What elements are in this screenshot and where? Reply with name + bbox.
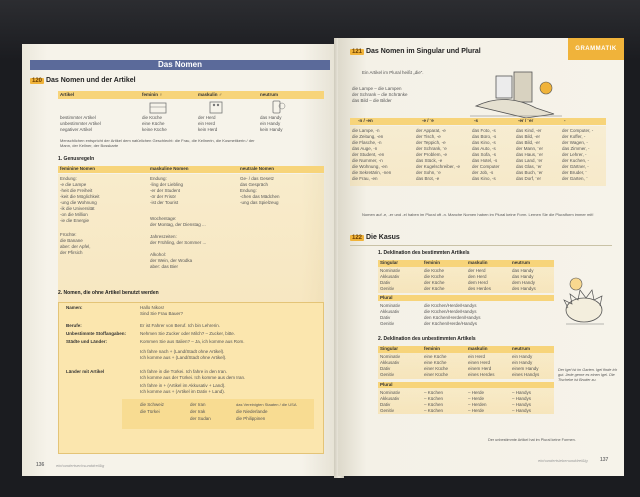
- plural-header-3: -er / ¨er: [518, 118, 534, 123]
- k2p-r3-c1: – Küchen: [424, 408, 444, 413]
- plural-c4-0: das Kind, -er: [516, 128, 542, 133]
- genus-col2-10: der Wein, der Wodka: [150, 258, 193, 263]
- k2-r0-c2: ein Herd: [468, 354, 486, 359]
- plural-c5-7: der Bruder, ¨: [562, 170, 588, 175]
- k2p-r0-c2: – Herde: [468, 390, 485, 395]
- article-row-2-neut: kein Handy: [260, 127, 283, 132]
- k2p-r0-c1: – Küchen: [424, 390, 444, 395]
- section-heading-121: [350, 48, 481, 55]
- k2-r2-c0: Dativ: [380, 366, 391, 371]
- plural-c4-7: das Buch, ¨er: [516, 170, 543, 175]
- plural-c5-2: der Wagen, -: [562, 140, 588, 145]
- genus-col1-9: die Banane: [60, 238, 83, 243]
- article-row-1-mask: ein Herd: [198, 121, 216, 126]
- country-8: die Philippinen: [236, 416, 266, 421]
- article-row-2-label: negativer Artikel: [60, 127, 93, 132]
- plural-c5-0: der Computer, -: [562, 128, 594, 133]
- label-cities: Städte und Länder:: [66, 339, 108, 344]
- label-countries-with-article: Länder mit Artikel: [66, 369, 105, 374]
- plural-c3-5: das Hotel, -s: [472, 158, 498, 163]
- plural-c3-2: das Kino, -s: [472, 140, 496, 145]
- plural-c2-3: der Schrank, ¨e: [416, 146, 447, 151]
- example-8: Ich komme aus der Türkei. Ich komme aus dem Iran.: [140, 375, 246, 380]
- plural-c4-3: der Mann, ¨er: [516, 146, 544, 151]
- k2p-r2-c1: – Küchen: [424, 402, 444, 407]
- divider: [350, 245, 612, 246]
- section-title: Das Nomen und der Artikel: [45, 77, 136, 84]
- plural-c1-1: die Zeitung, -en: [352, 134, 384, 139]
- k1-r1-c3: das Handy: [512, 274, 534, 279]
- genus-col1-4: -ung die Wohnung: [60, 200, 97, 205]
- kasus1-h1: feminin: [424, 260, 441, 265]
- label-substances: Unbestimmte Stoffangaben:: [66, 331, 127, 336]
- genus-col3-2: Endung:: [240, 188, 257, 193]
- genus-col2-11: aber: das Bier: [150, 264, 179, 269]
- plural-c2-8: das Brot, -e: [416, 176, 440, 181]
- genus-header-mask: maskuline Nomen: [150, 166, 189, 171]
- plural-c5-5: der Kuchen, -: [562, 158, 590, 163]
- k1-r1-c0: Akkusativ: [380, 274, 400, 279]
- plural-c1-8: die Frau, -en: [352, 176, 378, 181]
- kasus1-h0: Singular: [380, 260, 399, 265]
- article-row-2-fem: keine Küche: [142, 127, 167, 132]
- k2-r3-c3: eines Handys: [512, 372, 540, 377]
- section-number: 121: [352, 49, 363, 55]
- plural-c2-2: der Teppich, -e: [416, 140, 446, 145]
- k2-r2-c2: einem Herd: [468, 366, 492, 371]
- section-number: 120: [32, 78, 43, 84]
- left-page: [22, 44, 340, 476]
- plural-intro: Ein Artikel im Plural heißt „die“.: [362, 70, 424, 75]
- example-5: Ich fahre nach + (Land/Stadt ohne Artikel).: [140, 349, 225, 354]
- k1p-r3-c0: Genitiv: [380, 321, 395, 326]
- genus-col2-0: Endung:: [150, 176, 167, 181]
- article-header-2: maskulin ♂: [198, 92, 223, 97]
- kasus-sub2: 2. Deklination des unbestimmten Artikels: [378, 336, 476, 342]
- right-page: [338, 38, 624, 476]
- plural-c2-1: der Tisch, -e: [416, 134, 441, 139]
- section-heading-122: [350, 234, 400, 241]
- plural-c3-0: das Foto, -s: [472, 128, 496, 133]
- plural-c2-4: der Problem, -e: [416, 152, 448, 157]
- kasus2-h3: neutrum: [512, 346, 530, 351]
- kasus2-plural-label: Plural: [380, 382, 393, 387]
- example-1: Sind Sie Frau Bauer?: [140, 311, 184, 316]
- genus-header-fem: feminine Nomen: [60, 166, 96, 171]
- k2-r3-c2: eines Herdes: [468, 372, 495, 377]
- k1-r0-c2: der Herd: [468, 268, 486, 273]
- k1-r0-c3: das Handy: [512, 268, 534, 273]
- plural-c4-6: das Glas, ¨er: [516, 164, 542, 169]
- example-3: Nehmen Sie Zucker oder Milch? – Zucker, bitte.: [140, 331, 236, 336]
- k1-r3-c3: des Handys: [512, 286, 536, 291]
- kasus1-h3: neutrum: [512, 260, 530, 265]
- plural-c4-4: das Haus, ¨er: [516, 152, 544, 157]
- k2-r1-c2: einen Herd: [468, 360, 491, 365]
- genus-col2-2: -er der Student: [150, 188, 181, 193]
- genus-header-bar: [58, 166, 324, 173]
- article-header-3: neutrum: [260, 92, 278, 97]
- country-7: der Sudan: [190, 416, 211, 421]
- k1-r2-c3: dem Handy: [512, 280, 536, 285]
- plural-c4-2: das Bild, -er: [516, 140, 541, 145]
- kasus1-plural-label: Plural: [380, 295, 393, 300]
- genus-col2-6: der Montag, der Dienstag ...: [150, 222, 206, 227]
- kasus1-h2: maskulin: [468, 260, 488, 265]
- k2p-r2-c0: Dativ: [380, 402, 391, 407]
- kasus-sub1: 1. Deklination des bestimmten Artikels: [378, 250, 470, 256]
- k2p-r1-c0: Akkusativ: [380, 396, 400, 401]
- plural-c1-7: die Sekretärin, -nen: [352, 170, 392, 175]
- example-2: Er ist Fahrer von Beruf. Ich bin Lehrerin.: [140, 323, 221, 328]
- plural-c2-5: das Stück, -e: [416, 158, 443, 163]
- genus-header-neut: neutrale Nomen: [240, 166, 275, 171]
- genus-col1-8: Früchte:: [60, 232, 77, 237]
- genus-col1-1: -e die Lampe: [60, 182, 87, 187]
- plural-c5-8: der Garten, ¨: [562, 176, 588, 181]
- article-row-0-neut: das Handy: [260, 115, 282, 120]
- right-page-number: 137: [600, 457, 609, 463]
- article-row-0-label: bestimmter Artikel: [60, 115, 96, 120]
- genus-col2-7: Jahreszeiten:: [150, 234, 177, 239]
- article-row-1-fem: eine Küche: [142, 121, 165, 126]
- article-row-1-neut: ein Handy: [260, 121, 281, 126]
- k2p-r2-c2: – Herden: [468, 402, 487, 407]
- plural-c2-0: der Apparat, -e: [416, 128, 446, 133]
- genus-col2-4: -ist der Tourist: [150, 200, 179, 205]
- k1-r3-c1: der Küche: [424, 286, 445, 291]
- k1p-r0-c0: Nominativ: [380, 303, 401, 308]
- chapter-banner: Das Nomen: [30, 60, 330, 70]
- left-page-number: 136: [36, 462, 45, 468]
- k2-r2-c3: einem Handy: [512, 366, 539, 371]
- plural-c5-1: der Koffer, -: [562, 134, 586, 139]
- k1-r2-c0: Dativ: [380, 280, 391, 285]
- article-row-2-mask: kein Herd: [198, 127, 218, 132]
- section-heading-120: [30, 77, 136, 84]
- label-jobs: Berufe:: [66, 323, 82, 328]
- country-2: das Vereinigten Staaten / die USA: [236, 402, 297, 407]
- article-header-0: Artikel: [60, 92, 75, 97]
- plural-c1-2: die Flasche, -n: [352, 140, 382, 145]
- k1-r1-c1: die Küche: [424, 274, 445, 279]
- k2p-r0-c0: Nominativ: [380, 390, 401, 395]
- kasus2-h2: maskulin: [468, 346, 488, 351]
- article-row-0-fem: die Küche: [142, 115, 163, 120]
- k1-r3-c0: Genitiv: [380, 286, 395, 291]
- k2-r0-c0: Nominativ: [380, 354, 401, 359]
- k1p-r2-c0: Dativ: [380, 315, 391, 320]
- plural-c5-6: der Gärtner, -: [562, 164, 589, 169]
- hedgehog-illustration: [558, 270, 610, 330]
- side-note: Der Igel ist im Garten. Igel finde ich gut. Jede gerne es einen Igel. Die Tischeke ist Bruder zu.: [558, 368, 618, 382]
- plural-c3-1: das Büro, -s: [472, 134, 497, 139]
- speech-0: die Lampe – die Lampen: [352, 86, 402, 91]
- genus-col2-3: -ör der Frisör: [150, 194, 177, 199]
- k1p-r1-c0: Akkusativ: [380, 309, 400, 314]
- kasus2-h0: Singular: [380, 346, 399, 351]
- k2-r3-c1: einer Küche: [424, 372, 449, 377]
- plural-c1-4: der Student, -en: [352, 152, 385, 157]
- country-3: die Türkei: [140, 409, 160, 414]
- country-1: der Iran: [190, 402, 206, 407]
- genus-col1-0: Endung:: [60, 176, 77, 181]
- speech-1: der Schrank – die Schränke: [352, 92, 408, 97]
- genus-col3-0: Ge- / das Gesetz: [240, 176, 275, 181]
- right-footer: einhundertsiebenunddreißig: [538, 458, 588, 463]
- plural-header-0: -n / -en: [358, 118, 373, 123]
- article-header-1: feminin ♀: [142, 92, 163, 97]
- genus-col1-2: -heit die Freiheit: [60, 188, 93, 193]
- genus-col2-9: Alkohol:: [150, 252, 167, 257]
- genus-col1-3: -keit die Möglichkeit: [60, 194, 100, 199]
- plural-header-2: -s: [474, 118, 479, 123]
- genus-col3-4: -ung das Spielzeug: [240, 200, 279, 205]
- kitchen-drawing: [148, 100, 170, 114]
- k2p-r3-c2: – Herde: [468, 408, 485, 413]
- plural-c1-5: die Nummer, -n: [352, 158, 383, 163]
- section-title: Die Kasus: [365, 234, 400, 241]
- country-0: die Schweiz: [140, 402, 165, 407]
- plural-c2-7: der Sohn, ¨e: [416, 170, 441, 175]
- k2p-r0-c3: – Handys: [512, 390, 532, 395]
- speech-2: das Bild – die Bilder: [352, 98, 392, 103]
- phone-drawing: [266, 100, 288, 114]
- k2-r3-c0: Genitiv: [380, 372, 395, 377]
- bottom-note: Der unbestimmte Artikel hat im Plural keine Formen.: [488, 438, 576, 442]
- k2-r1-c1: eine Küche: [424, 360, 447, 365]
- k2p-r1-c2: – Herde: [468, 396, 485, 401]
- genus-col1-5: -ik die Universität: [60, 206, 95, 211]
- plural-c4-8: das Dorf, ¨er: [516, 176, 542, 181]
- genus-col1-6: -on die Million: [60, 212, 88, 217]
- genus-col3-1: das Gespräch: [240, 182, 269, 187]
- k1p-r3-c1: der Küchen/Herde/Handys: [424, 321, 478, 326]
- k1p-r0-c1: die Küchen/Herde/Handys: [424, 303, 477, 308]
- k1-r0-c1: die Küche: [424, 268, 445, 273]
- example-10: Ich komme aus + (Artikel im Dativ + Land).: [140, 389, 226, 394]
- stove-drawing: [206, 100, 228, 114]
- k1-r1-c2: den Herd: [468, 274, 487, 279]
- no-article-title: 2. Nomen, die ohne Artikel benutzt werden: [58, 290, 159, 296]
- k2p-r1-c3: – Handys: [512, 396, 532, 401]
- example-7: Ich fahre in die Türkei. Ich fahre in den Iran.: [140, 369, 227, 374]
- article-table-header-bar: [58, 91, 324, 99]
- plural-c1-0: die Lampe, -n: [352, 128, 380, 133]
- plural-c3-4: das Sofa, -s: [472, 152, 497, 157]
- k2-r2-c1: einer Küche: [424, 366, 449, 371]
- k2-r1-c0: Akkusativ: [380, 360, 400, 365]
- plural-c2-6: der Kugelschreiber, -e: [416, 164, 461, 169]
- plural-header-1: -e / ¨e: [422, 118, 434, 123]
- section-title: Das Nomen im Singular und Plural: [365, 48, 481, 55]
- plural-c5-3: das Zimmer, -: [562, 146, 590, 151]
- section-number: 122: [352, 235, 363, 241]
- plural-c3-6: der Computer: [472, 164, 500, 169]
- k2p-r3-c0: Genitiv: [380, 408, 395, 413]
- plural-header-4: -: [564, 118, 566, 123]
- furniture-illustration: [466, 66, 566, 122]
- kasus1-plural-bar: [378, 295, 554, 301]
- plural-c1-3: das Auge, -n: [352, 146, 378, 151]
- genus-col1-7: -ie die Energie: [60, 218, 90, 223]
- plural-c1-6: die Wohnung, -en: [352, 164, 388, 169]
- k1-r2-c1: der Küche: [424, 280, 445, 285]
- left-footer: einhundertsechsunddreißig: [56, 463, 105, 468]
- genus-col2-1: -ling der Liebling: [150, 182, 184, 187]
- plural-c5-4: der Lehrer, -: [562, 152, 587, 157]
- label-names: Namen:: [66, 305, 83, 310]
- plural-c3-8: das Kino, -s: [472, 176, 496, 181]
- genus-col2-8: der Frühling, der Sommer ...: [150, 240, 207, 245]
- article-row-0-mask: der Herd: [198, 115, 216, 120]
- plural-c4-5: das Land, ¨er: [516, 158, 543, 163]
- genus-col2-5: Wochentage:: [150, 216, 177, 221]
- plural-note: Nomen auf -e, -er und -el haben im Plural oft -n. Manche Nomen haben im Plural keine Form. Lernen Sie die Pluralform immer mit!: [362, 212, 594, 217]
- example-0: Hallo Nikos!: [140, 305, 165, 310]
- k2p-r2-c3: – Handys: [512, 402, 532, 407]
- k2-r0-c1: eine Küche: [424, 354, 447, 359]
- genus-col3-3: -chen das Mädchen: [240, 194, 280, 199]
- country-5: die Niederlande: [236, 409, 268, 414]
- example-6: Ich komme aus + (Land/Stadt ohne Artikel).: [140, 355, 227, 360]
- k2-r1-c3: ein Handy: [512, 360, 533, 365]
- plural-c3-7: der Job, -s: [472, 170, 494, 175]
- k1-r2-c2: dem Herd: [468, 280, 488, 285]
- k1p-r2-c1: den Küchen/Herden/Handys: [424, 315, 481, 320]
- k2p-r1-c1: – Küchen: [424, 396, 444, 401]
- k2p-r3-c3: – Handys: [512, 408, 532, 413]
- k1-r3-c2: des Herdes: [468, 286, 492, 291]
- genus-col1-10: aber: der Apfel,: [60, 244, 91, 249]
- k2-r0-c3: ein Handy: [512, 354, 533, 359]
- k1p-r1-c1: die Küchen/Herde/Handys: [424, 309, 477, 314]
- grammar-tab: GRAMMATIK: [568, 38, 624, 60]
- example-9: Ich fahre in + (Artikel im Akkusativ + Land).: [140, 383, 226, 388]
- example-4: Kommen Sie aus Italien? – Ja, ich komme aus Rom.: [140, 339, 245, 344]
- k1-r0-c0: Nominativ: [380, 268, 401, 273]
- genus-col1-11: der Pfirsich: [60, 250, 83, 255]
- plural-c4-1: das Bild, -er: [516, 134, 541, 139]
- country-4: der Irak: [190, 409, 206, 414]
- plural-c3-3: das Auto, -s: [472, 146, 496, 151]
- natural-gender-note: Menschlichen entspricht der Artikel dem natürlichen Geschlecht: die Frau, die Kellnerin, die Kosmetikerin / der Mann, der Kellner, der Bosskarte: [60, 138, 255, 148]
- kasus2-h1: feminin: [424, 346, 441, 351]
- genus-rules-title: 1. Genusregeln: [58, 156, 95, 162]
- article-row-1-label: unbestimmter Artikel: [60, 121, 101, 126]
